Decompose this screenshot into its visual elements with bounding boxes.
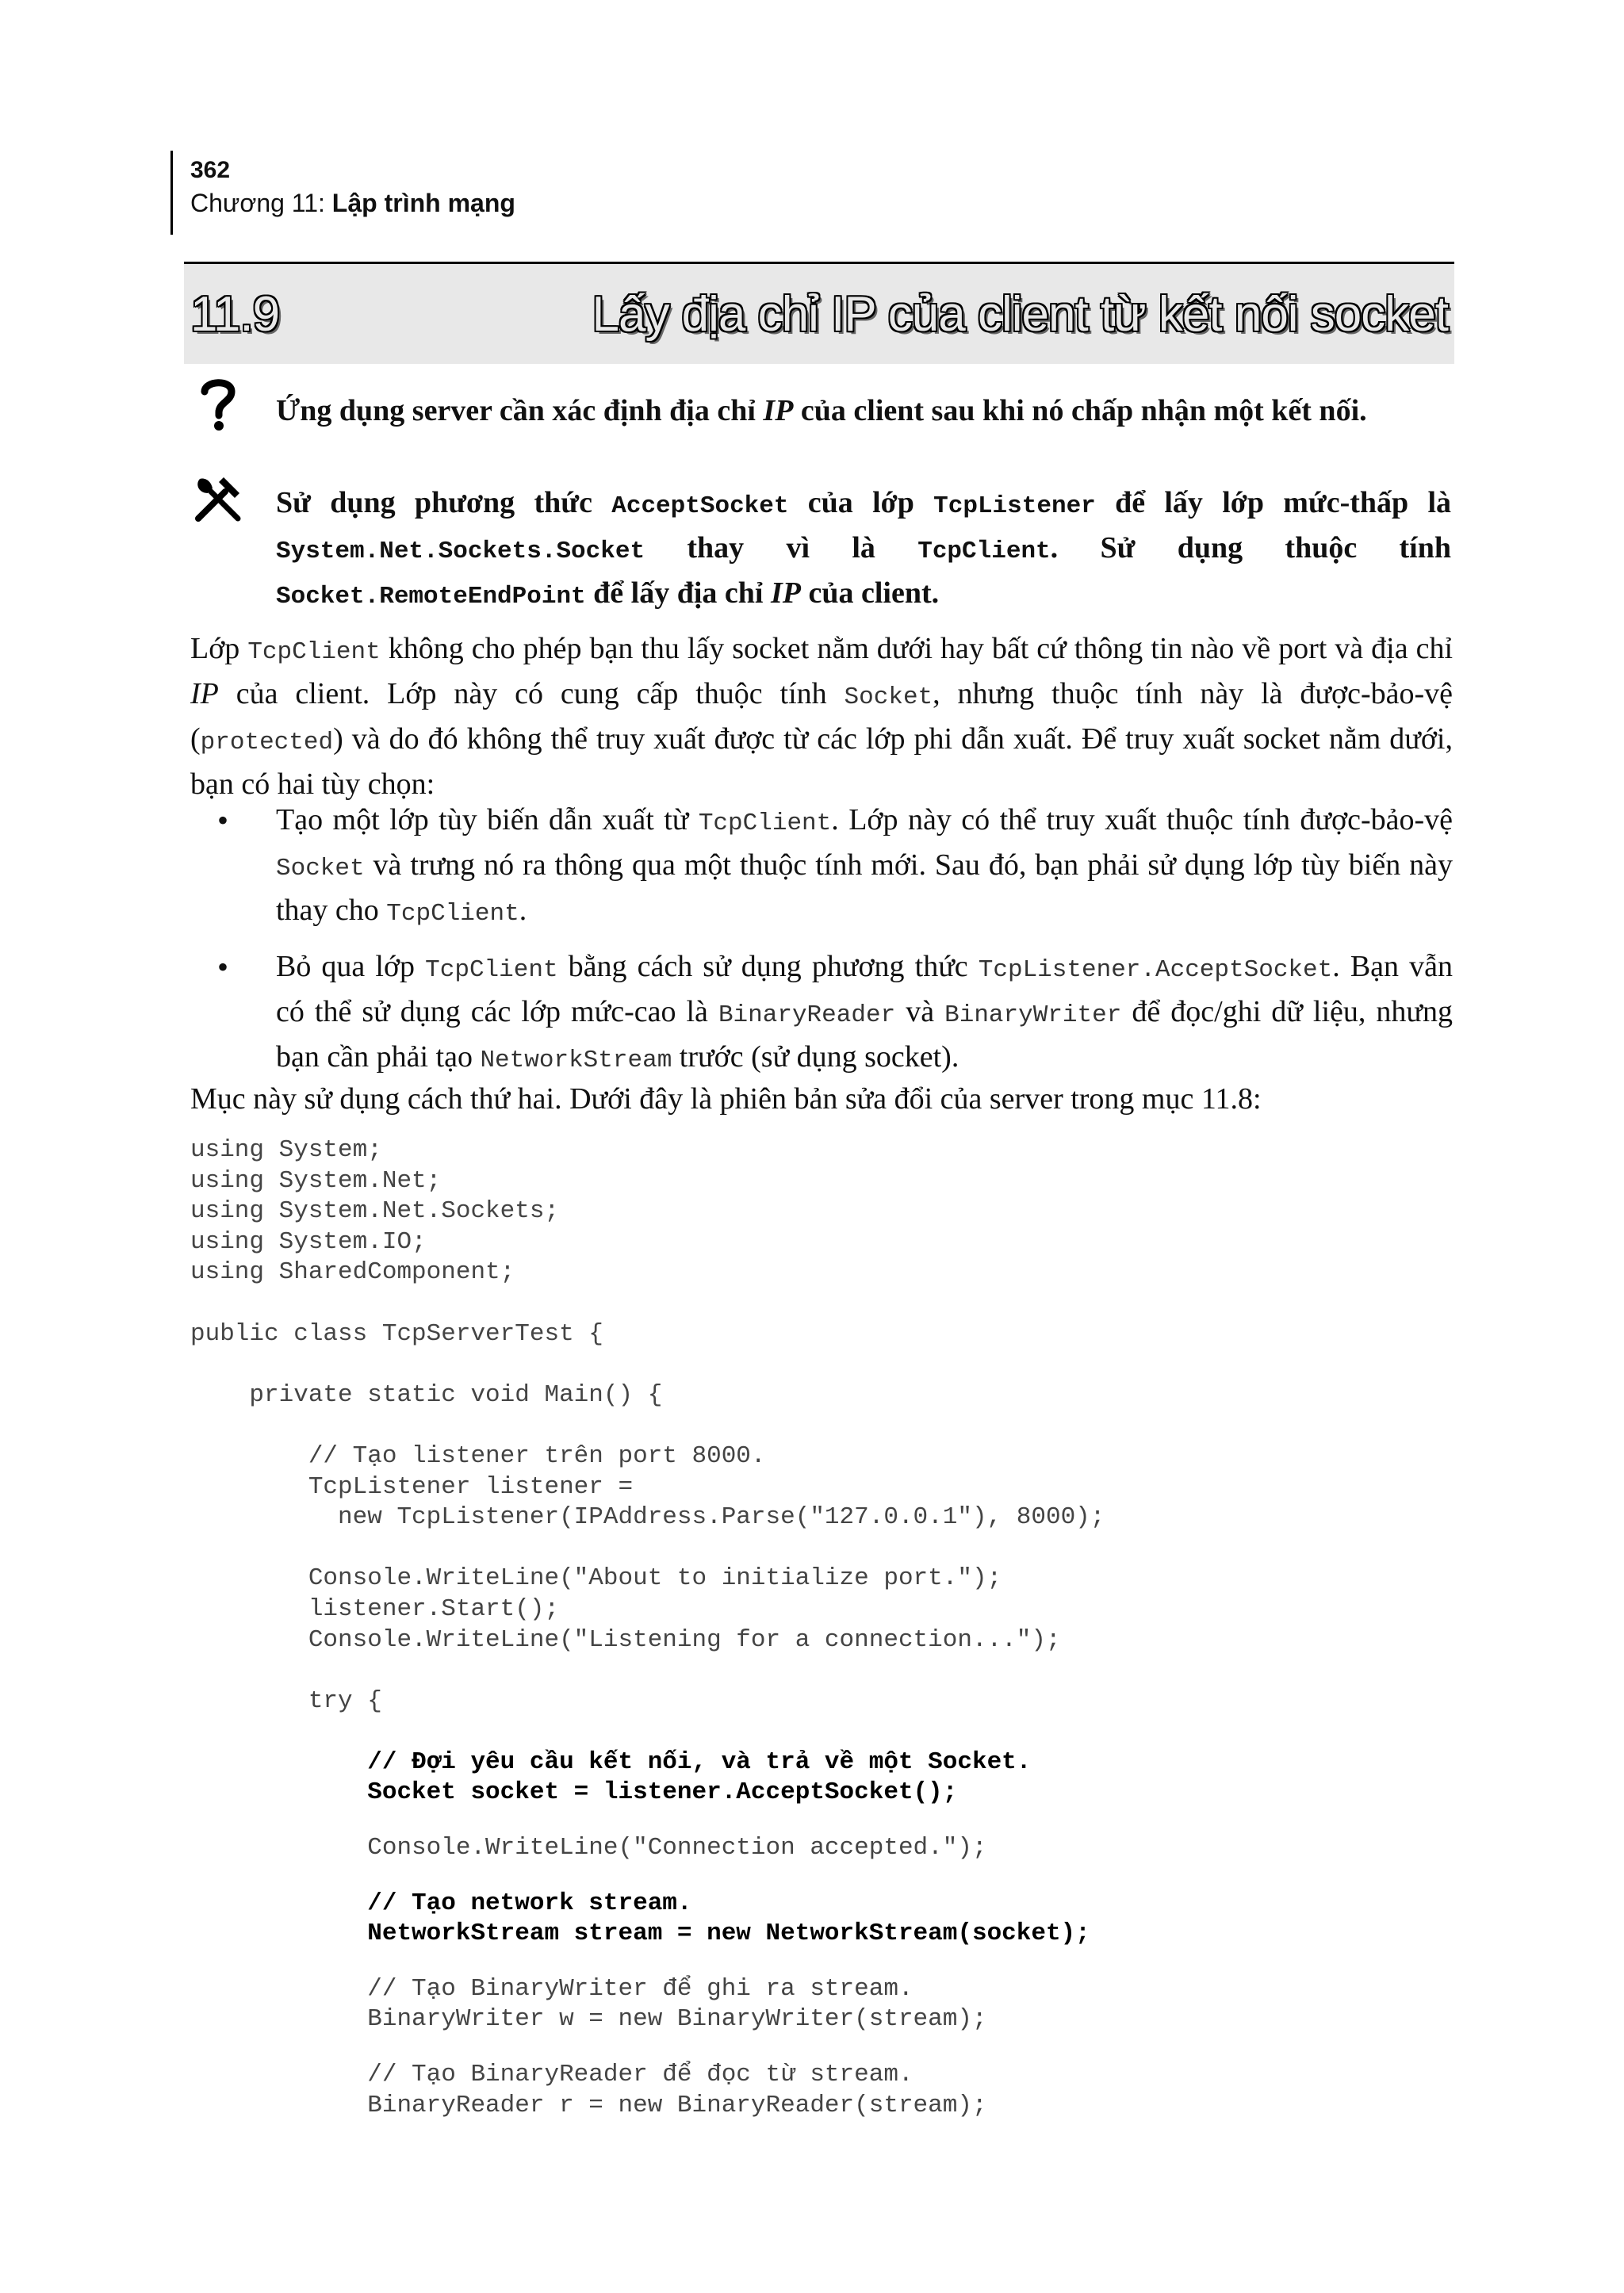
solution-code-term: TcpClient — [917, 538, 1051, 565]
solution-code-term: AcceptSocket — [611, 492, 789, 520]
problem-ip-term: IP — [763, 394, 794, 427]
list-item-text: . — [519, 894, 527, 927]
section-title: Lấy địa chỉ IP của client từ kết nối socket — [592, 287, 1448, 342]
option-list — [190, 799, 1453, 1093]
solution-text: của lớp — [788, 486, 934, 519]
section-title-bar — [184, 262, 1454, 364]
list-item-code: TcpClient — [386, 900, 519, 928]
list-item-code: TcpClient — [698, 810, 832, 837]
list-item-text: . Bạn vẫn có thể sử dụng các lớp mức-cao là — [276, 950, 1454, 1028]
solution-code-term: Socket.RemoteEndPoint — [276, 583, 586, 611]
chapter-heading — [190, 186, 515, 220]
list-item-code: TcpListener.AcceptSocket — [978, 956, 1333, 984]
section-number: 11.9 — [190, 287, 280, 342]
code-line — [190, 2035, 1453, 2060]
code-line — [190, 1533, 1453, 1564]
code-line: using System.Net.Sockets; — [190, 1197, 560, 1226]
code-line: Console.WriteLine("Listening for a connection..."); — [190, 1625, 1061, 1654]
list-item-code: BinaryWriter — [944, 1001, 1122, 1029]
list-item-text: . Lớp này có thể truy xuất thuộc tính được-bảo-vệ — [831, 803, 1453, 836]
solution-text: Sử dụng phương thức — [276, 486, 612, 519]
chapter-title: Lập trình mạng — [331, 189, 515, 217]
tools-icon — [193, 476, 243, 523]
intro-text: Lớp — [190, 632, 248, 665]
problem-statement — [276, 390, 1451, 432]
code-line — [190, 1717, 1453, 1748]
code-line-highlighted: // Tạo network stream. — [190, 1889, 692, 1917]
code-line: listener.Start(); — [190, 1594, 560, 1623]
code-line: // Tạo BinaryReader để đọc từ stream. — [190, 2061, 914, 2089]
list-item-text: Tạo một lớp tùy biến dẫn xuất từ — [276, 803, 699, 836]
code-line — [190, 1809, 1453, 1833]
intro-text: không cho phép bạn thu lấy socket nằm dưới hay bất cứ thông tin nào về port và địa chỉ — [380, 632, 1453, 665]
code-line: using System.Net; — [190, 1166, 442, 1195]
solution-code-term: TcpListener — [933, 492, 1096, 520]
list-item-text: và — [895, 995, 945, 1028]
code-line: using SharedComponent; — [190, 1258, 515, 1287]
code-line: try { — [190, 1686, 382, 1715]
list-item — [190, 946, 1453, 1081]
page-header — [170, 151, 515, 235]
intro-ip-term: IP — [190, 677, 219, 710]
code-line: new TcpListener(IPAddress.Parse("127.0.0.1"), 8000); — [190, 1503, 1105, 1532]
list-item-code: BinaryReader — [718, 1001, 896, 1029]
solution-text: thay vì là — [645, 531, 918, 565]
intro-text: ) và do đó không thể truy xuất được từ các lớp phi dẫn xuất. Để truy xuất socket nằm dưới, bạn có hai tùy chọn: — [190, 722, 1453, 801]
list-item-code: Socket — [276, 855, 365, 882]
code-line — [190, 1950, 1453, 1974]
code-line: BinaryWriter w = new BinaryWriter(stream); — [190, 2005, 987, 2034]
code-line: Console.WriteLine("Connection accepted."); — [190, 1834, 987, 1862]
chapter-prefix: Chương 11: — [190, 189, 332, 217]
list-item-text: và trưng nó ra thông qua một thuộc tính mới. Sau đó, bạn phải sử dụng lớp tùy biến này thay cho — [276, 848, 1453, 927]
code-line: private static void Main() { — [190, 1380, 663, 1409]
code-line-highlighted: // Đợi yêu cầu kết nối, và trả về một Socket. — [190, 1748, 1032, 1776]
intro-text: , nhưng thuộc tính này là được-bảo-vệ ( — [190, 677, 1453, 756]
solution-statement — [276, 482, 1451, 618]
list-item-code: NetworkStream — [480, 1047, 672, 1074]
code-line — [190, 1349, 1453, 1380]
intro-code-term: Socket — [844, 683, 933, 711]
solution-text: . Sử dụng thuộc tính — [1050, 531, 1451, 565]
page-number: 362 — [190, 157, 231, 183]
intro-code-term: protected — [200, 729, 334, 756]
code-line-highlighted: NetworkStream stream = new NetworkStream(socket); — [190, 1920, 1090, 1948]
solution-text: để lấy lớp mức-thấp là — [1095, 486, 1452, 519]
code-line: using System.IO; — [190, 1227, 427, 1256]
list-item-code: TcpClient — [425, 956, 558, 984]
code-line — [190, 1411, 1453, 1441]
code-line: BinaryReader r = new BinaryReader(stream); — [190, 2091, 987, 2119]
code-line: // Tạo BinaryWriter để ghi ra stream. — [190, 1974, 914, 2003]
code-line: // Tạo listener trên port 8000. — [190, 1441, 766, 1470]
code-line — [190, 1288, 1453, 1319]
list-item-text: để đọc/ghi dữ liệu, nhưng bạn cần phải tạo — [276, 995, 1453, 1074]
code-line: public class TcpServerTest { — [190, 1319, 603, 1348]
code-line: using System; — [190, 1136, 382, 1164]
code-listing — [190, 1135, 1453, 2121]
code-line — [190, 1656, 1453, 1686]
intro-code-term: TcpClient — [247, 638, 381, 666]
solution-ip-term: IP — [770, 576, 801, 610]
code-line: TcpListener listener = — [190, 1472, 634, 1501]
problem-text: của client sau khi nó chấp nhận một kết nối. — [793, 394, 1367, 427]
intro-paragraph — [190, 628, 1453, 806]
solution-code-term: System.Net.Sockets.Socket — [276, 538, 645, 565]
intro-text: của client. Lớp này có cung cấp thuộc tính — [218, 677, 845, 710]
code-line-highlighted: Socket socket = listener.AcceptSocket(); — [190, 1778, 958, 1807]
problem-text: Ứng dụng server cần xác định địa chỉ — [276, 394, 764, 427]
list-item-text: trước (sử dụng socket). — [672, 1040, 959, 1074]
solution-text: của client. — [800, 576, 940, 610]
list-item-text: Bỏ qua lớp — [276, 950, 426, 983]
code-line: Console.WriteLine("About to initialize port."); — [190, 1564, 1002, 1593]
code-line — [190, 1864, 1453, 1889]
list-item-text: bằng cách sử dụng phương thức — [557, 950, 979, 983]
solution-text: để lấy địa chỉ — [585, 576, 771, 610]
closing-paragraph: Mục này sử dụng cách thứ hai. Dưới đây là phiên bản sửa đổi của server trong mục 11.8: — [190, 1082, 1262, 1116]
question-mark-icon — [197, 376, 239, 431]
list-item — [190, 799, 1453, 935]
